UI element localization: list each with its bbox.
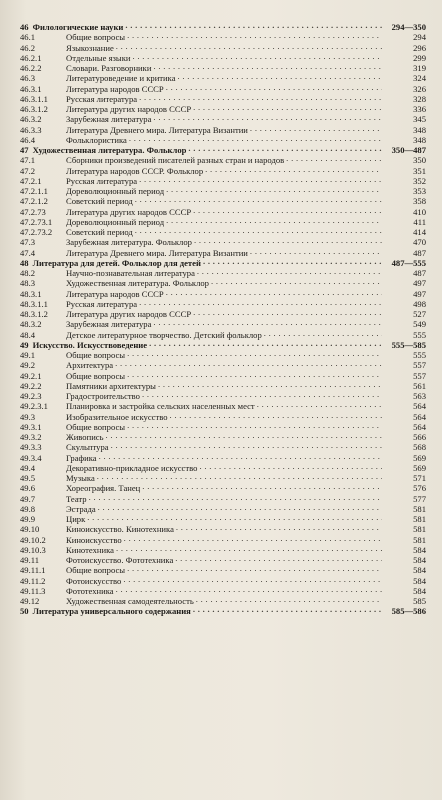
toc-entry: [20, 430, 426, 440]
toc-entry: [20, 358, 426, 371]
dot-leader: [127, 369, 382, 379]
toc-entry: [20, 164, 426, 174]
dot-leader: [264, 328, 382, 338]
toc-entry-number: 49.10.2: [20, 534, 46, 545]
toc-entry-title: Памятники архитектуры: [66, 380, 156, 391]
toc-entry: [20, 133, 426, 143]
toc-entry-page: 584: [413, 585, 426, 596]
toc-entry-page: 411: [413, 216, 426, 227]
toc-entry-title: Музыка: [66, 473, 95, 483]
toc-entry-page: 487: [413, 247, 426, 258]
toc-entry-page: 299: [413, 52, 426, 63]
toc-entry: [20, 594, 426, 604]
toc-entry: [20, 492, 426, 502]
toc-entry-number: 49.3.3: [20, 442, 42, 453]
toc-entry-title: Литература Древнего мира. Литература Византии: [66, 247, 248, 258]
dot-leader: [286, 153, 382, 163]
toc-entry-number: 49.3.4: [20, 452, 42, 463]
toc-entry-page: 584: [413, 555, 426, 565]
toc-entry-page: 584: [413, 544, 426, 555]
dot-leader: [193, 604, 382, 614]
toc-entry-number: 46.1: [20, 32, 36, 43]
dot-leader: [193, 102, 382, 112]
toc-entry-page: 549: [413, 319, 426, 330]
dot-leader: [153, 112, 382, 122]
toc-entry-title: Сборники произведений писателей разных стран и народов: [66, 155, 285, 166]
dot-leader: [203, 256, 382, 266]
dot-leader: [116, 543, 382, 553]
toc-entry-title: Скульптура: [66, 442, 109, 453]
toc-entry-title: Планировка и застройка сельских населенных мест: [66, 401, 255, 412]
dot-leader: [111, 440, 382, 450]
toc-entry-page: 571: [413, 473, 426, 483]
toc-entry-number: 49.10.3: [20, 544, 46, 555]
toc-entry: [20, 184, 426, 194]
toc-entry-number: 47.2.1.2: [20, 196, 48, 207]
toc-entry-number: 49.7: [20, 493, 36, 504]
toc-entry-title: Театр: [66, 493, 87, 504]
dot-leader: [199, 461, 382, 471]
toc-entry-title: Общие вопросы: [66, 421, 126, 432]
toc-entry-title: Отдельные языки: [66, 52, 131, 63]
toc-entry: [20, 369, 426, 379]
toc-entry-page: 564: [413, 421, 426, 432]
toc-entry-number: 48: [20, 257, 29, 268]
toc-entry: [20, 61, 426, 71]
toc-entry-number: 47.2.1.1: [20, 186, 48, 196]
toc-entry: [20, 276, 426, 289]
dot-leader: [127, 348, 382, 358]
toc-entry-page: 555—585: [391, 339, 426, 350]
toc-entry-title: Советский период: [66, 196, 133, 207]
toc-entry-page: 350: [413, 155, 426, 166]
toc-entry-page: 568: [413, 442, 426, 453]
toc-entry-title: Цирк: [66, 514, 86, 524]
toc-section-heading: [20, 338, 426, 348]
toc-entry-page: 345: [413, 114, 426, 125]
toc-entry: [20, 348, 426, 358]
toc-entry-page: 324: [413, 73, 426, 84]
toc-entry-title: Зарубежная литература. Фольклор: [66, 237, 192, 248]
toc-entry-page: 348: [413, 134, 426, 145]
toc-entry-page: 358: [413, 196, 426, 207]
toc-entry: [20, 215, 426, 225]
toc-entry-number: 49.3: [20, 411, 36, 422]
toc-entry-page: 294: [413, 32, 426, 43]
toc-entry-title: Искусство. Искусствоведение: [32, 339, 148, 350]
dot-leader: [98, 502, 382, 512]
toc-entry-page: 585—586: [391, 606, 426, 617]
toc-entry-title: Фототехника: [66, 585, 114, 596]
toc-entry-title: Художественная литература. Фольклор: [32, 145, 187, 155]
dot-leader: [158, 379, 382, 389]
toc-entry-number: 48.2: [20, 268, 36, 278]
toc-entry-page: 555: [413, 329, 426, 340]
toc-entry-title: Литература народов СССР: [66, 288, 164, 299]
toc-entry: [20, 389, 426, 399]
toc-entry-number: 49.2.3.1: [20, 401, 48, 412]
toc-entry-page: 569: [413, 452, 426, 463]
toc-entry: [20, 287, 426, 297]
toc-entry-title: Дореволюционный период: [66, 216, 165, 227]
toc-entry-page: 581: [413, 503, 426, 514]
toc-entry-number: 47: [20, 145, 29, 155]
dot-leader: [135, 225, 382, 235]
toc-entry-page: 566: [413, 432, 426, 442]
toc-entry-number: 47.2.73.1: [20, 216, 53, 227]
toc-entry-page: 487—555: [391, 257, 426, 268]
toc-entry: [20, 225, 426, 235]
toc-entry-number: 48.3.1.1: [20, 298, 48, 309]
toc-entry: [20, 410, 426, 420]
toc-entry-title: Литература универсального содержания: [32, 606, 191, 617]
toc-entry-number: 46.4: [20, 134, 36, 145]
toc-entry: [20, 235, 426, 248]
toc-entry-page: 319: [413, 63, 426, 73]
toc-entry-page: 497: [413, 288, 426, 299]
toc-entry-page: 353: [413, 186, 426, 196]
toc-entry-page: 581: [413, 514, 426, 524]
toc-entry-title: Кинотехника: [66, 544, 114, 555]
toc-entry-number: 48.3.2: [20, 319, 42, 330]
toc-entry-title: Декоративно-прикладное искусство: [66, 462, 198, 473]
toc-entry: [20, 123, 426, 133]
toc-entry-title: Языкознание: [66, 42, 114, 53]
toc-entry-page: 351: [413, 165, 426, 176]
dot-leader: [166, 82, 382, 92]
dot-leader: [116, 584, 382, 594]
dot-leader: [176, 522, 382, 532]
toc-entry-page: 414: [413, 227, 426, 237]
toc-entry-title: Литература народов СССР: [66, 83, 164, 94]
toc-entry-title: Градостроительство: [66, 391, 140, 401]
toc-entry: [20, 307, 426, 317]
toc-entry-number: 46.2.2: [20, 63, 42, 73]
toc-entry: [20, 297, 426, 307]
toc-entry: [20, 194, 426, 207]
toc-entry-number: 46.3: [20, 73, 36, 84]
toc-entry: [20, 71, 426, 84]
dot-leader: [170, 410, 382, 420]
toc-entry: [20, 502, 426, 512]
toc-entry-number: 48.4: [20, 329, 36, 340]
toc-section-heading: [20, 143, 426, 153]
toc-entry: [20, 584, 426, 594]
toc-entry-number: 47.4: [20, 247, 36, 258]
toc-entry-number: 47.1: [20, 155, 36, 166]
dot-leader: [139, 297, 382, 307]
toc-entry-title: Фотоискусство: [66, 575, 122, 586]
dot-leader: [116, 41, 382, 51]
toc-entry: [20, 174, 426, 184]
toc-entry-title: Общие вопросы: [66, 32, 126, 43]
toc-entry-title: Художественная литература. Фольклор: [66, 278, 209, 289]
toc-entry-title: Литература других народов СССР: [66, 206, 192, 217]
dot-leader: [142, 389, 382, 399]
toc-entry-number: 47.2: [20, 165, 36, 176]
toc-entry-title: Русская литература: [66, 175, 138, 186]
dot-leader: [166, 215, 382, 225]
dot-leader: [125, 20, 382, 30]
toc-entry-number: 47.2.73.2: [20, 227, 53, 237]
toc-entry-number: 46.3.1: [20, 83, 42, 94]
toc-entry-number: 49.2.3: [20, 391, 42, 401]
toc-entry-page: 410: [413, 206, 426, 217]
dot-leader: [99, 451, 382, 461]
toc-entry-number: 47.2.73: [20, 206, 46, 217]
toc-entry-page: 487: [413, 268, 426, 278]
dot-leader: [106, 430, 382, 440]
toc-entry-title: Фотоискусство. Фототехника: [66, 555, 174, 565]
toc-entry-page: 352: [413, 175, 426, 186]
toc-entry-title: Изобразительное искусство: [66, 411, 168, 422]
toc-entry-page: 294—350: [391, 22, 426, 32]
toc-entry-page: 584: [413, 565, 426, 576]
toc-entry-title: Научно-познавательная литература: [66, 268, 195, 278]
dot-leader: [127, 563, 382, 573]
toc-entry-title: Зарубежная литература: [66, 114, 152, 125]
toc-section-heading: [20, 256, 426, 266]
toc-entry-page: 326: [413, 83, 426, 94]
toc-entry-page: 581: [413, 534, 426, 545]
toc-entry-number: 46.2: [20, 42, 36, 53]
toc-entry: [20, 102, 426, 112]
toc-entry: [20, 92, 426, 102]
toc-entry-number: 49.8: [20, 503, 36, 514]
dot-leader: [211, 276, 382, 286]
toc-entry-number: 49.2.2: [20, 380, 42, 391]
toc-entry: [20, 481, 426, 494]
toc-entry-page: 581: [413, 524, 426, 535]
toc-entry-title: Эстрада: [66, 503, 96, 514]
toc-entry-title: Художественная самодеятельность: [66, 596, 194, 606]
toc-entry-page: 498: [413, 298, 426, 309]
toc-entry: [20, 420, 426, 430]
toc-entry-number: 48.3.1.2: [20, 309, 48, 319]
toc-entry: [20, 41, 426, 51]
dot-leader: [196, 594, 382, 604]
toc-entry: [20, 533, 426, 543]
dot-leader: [250, 246, 382, 256]
dot-leader: [139, 92, 382, 102]
toc-entry: [20, 399, 426, 412]
toc-entry-number: 46.3.2: [20, 114, 42, 125]
dot-leader: [142, 481, 382, 491]
toc-entry-title: Литература других народов СССР: [66, 309, 192, 319]
toc-entry-title: Графика: [66, 452, 97, 463]
toc-entry: [20, 553, 426, 563]
dot-leader: [135, 194, 382, 204]
toc-entry-title: Киноискусство: [66, 534, 122, 545]
toc-entry-number: 47.2.1: [20, 175, 42, 186]
toc-entry-number: 49.5: [20, 473, 36, 483]
dot-leader: [153, 61, 382, 71]
toc-entry-page: 336: [413, 104, 426, 114]
toc-entry: [20, 512, 426, 522]
toc-entry-page: 585: [413, 596, 426, 606]
toc-entry: [20, 379, 426, 389]
toc-entry: [20, 328, 426, 338]
dot-leader: [87, 512, 382, 522]
dot-leader: [115, 358, 382, 368]
toc-entry-title: Общие вопросы: [66, 565, 126, 576]
toc-entry-number: 49.10: [20, 524, 40, 535]
toc-entry-number: 49.11.1: [20, 565, 46, 576]
toc-entry-number: 48.3: [20, 278, 36, 289]
dot-leader: [197, 266, 382, 276]
toc-entry-title: Русская литература: [66, 93, 138, 104]
toc-entry-number: 49.4: [20, 462, 36, 473]
toc-entry-number: 49.2: [20, 360, 36, 371]
toc-entry-page: 563: [413, 391, 426, 401]
toc-entry-number: 49.3.2: [20, 432, 42, 442]
toc-entry-title: Общие вопросы: [66, 370, 126, 381]
toc-entry-page: 576: [413, 483, 426, 494]
table-of-contents: [20, 20, 426, 615]
toc-entry-page: 564: [413, 411, 426, 422]
toc-entry: [20, 205, 426, 215]
toc-entry-title: Русская литература: [66, 298, 138, 309]
toc-entry-number: 49.9: [20, 514, 36, 524]
toc-entry-number: 49.11: [20, 555, 40, 565]
dot-leader: [250, 123, 382, 133]
toc-entry-title: Детское литературное творчество. Детский фольклор: [66, 329, 262, 340]
toc-entry: [20, 153, 426, 166]
toc-entry-title: Литературоведение и критика: [66, 73, 176, 84]
dot-leader: [123, 574, 382, 584]
dot-leader: [188, 143, 382, 153]
toc-entry-title: Словари. Разговорники: [66, 63, 152, 73]
toc-entry-number: 47.3: [20, 237, 36, 248]
dot-leader: [166, 184, 382, 194]
toc-entry: [20, 317, 426, 330]
toc-entry: [20, 246, 426, 256]
toc-entry-title: Хореография. Танец: [66, 483, 141, 494]
toc-entry-number: 46.3.3: [20, 124, 42, 135]
toc-entry-number: 49.6: [20, 483, 36, 494]
toc-entry-number: 50: [20, 606, 29, 617]
toc-entry-page: 527: [413, 309, 426, 319]
toc-section-heading: [20, 604, 426, 617]
toc-entry-title: Филологические науки: [32, 22, 124, 32]
toc-entry-number: 46: [20, 22, 29, 32]
toc-entry-title: Литература Древнего мира. Литература Византии: [66, 124, 248, 135]
toc-entry: [20, 112, 426, 125]
toc-entry-number: 49.12: [20, 596, 40, 606]
toc-entry-title: Общие вопросы: [66, 350, 126, 360]
dot-leader: [194, 235, 382, 245]
toc-entry-title: Советский период: [66, 227, 133, 237]
toc-entry: [20, 51, 426, 61]
toc-entry-number: 49.11.2: [20, 575, 46, 586]
toc-entry-page: 350—487: [391, 145, 426, 155]
toc-entry-number: 48.3.1: [20, 288, 42, 299]
dot-leader: [178, 71, 382, 81]
toc-entry: [20, 522, 426, 535]
dot-leader: [132, 51, 382, 61]
toc-entry: [20, 30, 426, 43]
toc-entry-page: 497: [413, 278, 426, 289]
toc-entry-number: 46.3.1.2: [20, 104, 48, 114]
dot-leader: [127, 420, 382, 430]
toc-entry: [20, 574, 426, 584]
dot-leader: [175, 553, 382, 563]
dot-leader: [153, 317, 382, 327]
toc-entry-page: 470: [413, 237, 426, 248]
toc-entry-number: 49: [20, 339, 29, 350]
toc-entry-page: 557: [413, 370, 426, 381]
toc-entry-title: Литература других народов СССР: [66, 104, 192, 114]
toc-entry-page: 296: [413, 42, 426, 53]
toc-entry-title: Дореволюционный период: [66, 186, 165, 196]
toc-entry-number: 49.1: [20, 350, 36, 360]
dot-leader: [139, 174, 382, 184]
toc-entry: [20, 543, 426, 553]
toc-entry-page: 555: [413, 350, 426, 360]
dot-leader: [193, 205, 382, 215]
toc-entry-number: 46.3.1.1: [20, 93, 48, 104]
toc-entry-title: Зарубежная литература: [66, 319, 152, 330]
toc-entry: [20, 440, 426, 453]
toc-entry-page: 577: [413, 493, 426, 504]
toc-entry-page: 564: [413, 401, 426, 412]
toc-entry-page: 584: [413, 575, 426, 586]
toc-entry-page: 328: [413, 93, 426, 104]
toc-entry-title: Киноискусство. Кинотехника: [66, 524, 174, 535]
toc-entry-title: Архитектура: [66, 360, 114, 371]
toc-entry-page: 348: [413, 124, 426, 135]
toc-entry-number: 49.3.1: [20, 421, 42, 432]
dot-leader: [257, 399, 382, 409]
toc-entry: [20, 82, 426, 92]
toc-entry-title: Живопись: [66, 432, 104, 442]
toc-entry: [20, 563, 426, 576]
toc-entry-page: 557: [413, 360, 426, 371]
toc-entry-title: Литература народов СССР. Фольклор: [66, 165, 204, 176]
toc-entry: [20, 471, 426, 481]
dot-leader: [124, 533, 382, 543]
toc-entry-number: 49.11.3: [20, 585, 46, 596]
toc-entry: [20, 461, 426, 471]
toc-entry-title: Литература для детей. Фольклор для детей: [32, 257, 201, 268]
toc-entry-title: Фольклористика: [66, 134, 127, 145]
dot-leader: [129, 133, 382, 143]
toc-entry: [20, 266, 426, 276]
dot-leader: [149, 338, 382, 348]
dot-leader: [89, 492, 382, 502]
dot-leader: [193, 307, 382, 317]
toc-entry-number: 49.2.1: [20, 370, 42, 381]
dot-leader: [166, 287, 382, 297]
toc-entry-page: 569: [413, 462, 426, 473]
dot-leader: [205, 164, 382, 174]
dot-leader: [127, 30, 382, 40]
toc-section-heading: [20, 20, 426, 30]
dot-leader: [97, 471, 382, 481]
toc-entry-page: 561: [413, 380, 426, 391]
toc-entry: [20, 451, 426, 461]
toc-entry-number: 46.2.1: [20, 52, 42, 63]
